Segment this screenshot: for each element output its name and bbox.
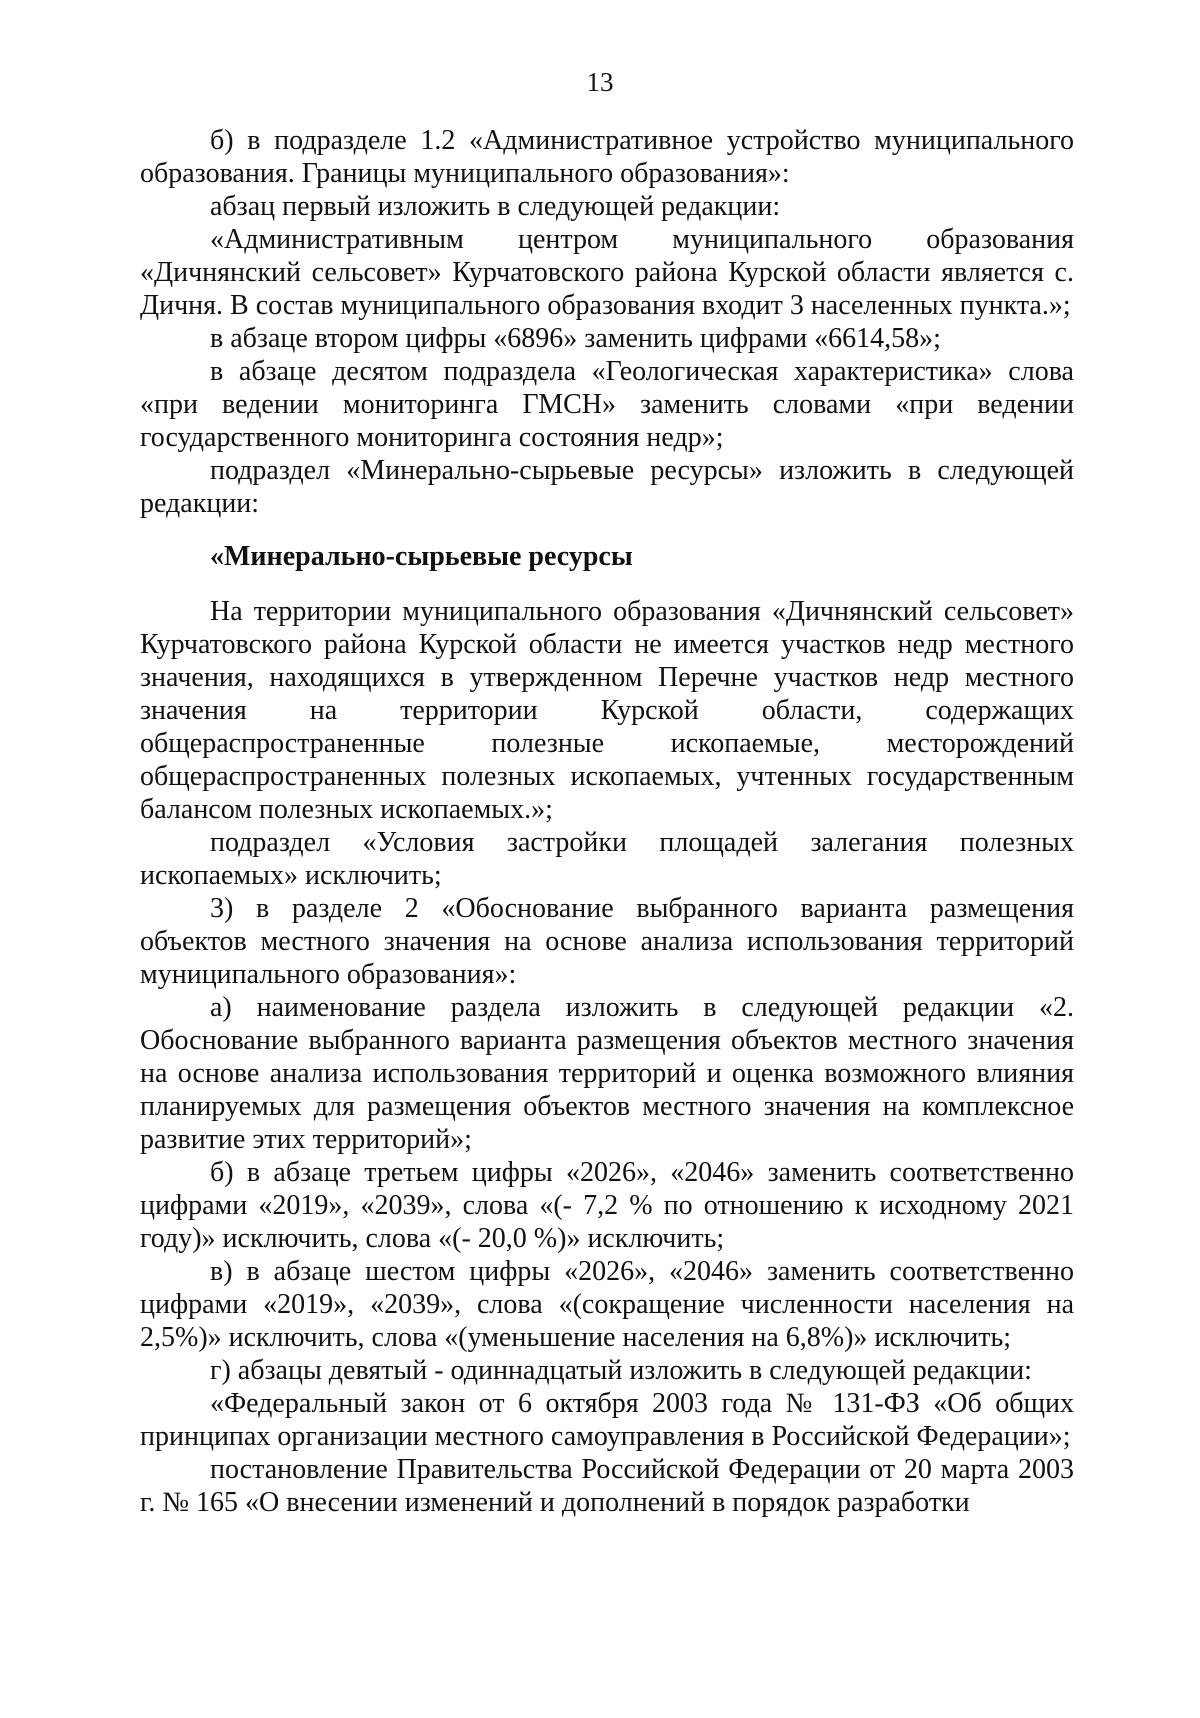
paragraph: На территории муниципального образования «Дичнянский сельсовет» Курчатовского района Курской области не имеется участков недр местного значения, находящихся в утвержденном Перечне участков недр местного значения на территории Курской области, содержащих общераспространенные полезные ископаемые, месторождений общераспространенных полезных ископаемых, учтенных государственным балансом полезных ископаемых.»; (140, 596, 1074, 825)
paragraph: в абзаце втором цифры «6896» заменить цифрами «6614,58»; (210, 323, 941, 354)
page-number: 13 (586, 67, 614, 97)
paragraph: а) наименование раздела изложить в следующей редакции «2. Обоснование выбранного варианта размещения объектов местного значения на основе анализа использования территорий и оценка возможного влияния планируемых для размещения объектов местного значения на комплексное развитие этих территорий»; (140, 992, 1074, 1155)
paragraph: 3) в разделе 2 «Обоснование выбранного варианта размещения объектов местного значения на основе анализа использования территорий муниципального образования»: (140, 893, 1074, 990)
paragraph: «Федеральный закон от 6 октября 2003 года № 131-ФЗ «Об общих принципах организации местного самоуправления в Российской Федерации»; (140, 1388, 1074, 1452)
paragraph: б) в подразделе 1.2 «Административное устройство муниципального образования. Границы муниципального образования»: (140, 125, 1074, 189)
section-heading: «Минерально-сырьевые ресурсы (210, 541, 633, 572)
paragraph: г) абзацы девятый - одиннадцатый изложить в следующей редакции: (210, 1355, 1032, 1386)
paragraph: в) в абзаце шестом цифры «2026», «2046» заменить соответственно цифрами «2019», «2039», слова «(сокращение численности населения на 2,5%)» исключить, слова «(уменьшение населения на 6,8%)» исключить; (140, 1256, 1074, 1353)
document-body (140, 124, 1074, 1519)
paragraph: в абзаце десятом подраздела «Геологическая характеристика» слова «при ведении мониторинга ГМСН» заменить словами «при ведении государственного мониторинга состояния недр»; (140, 356, 1074, 453)
paragraph: б) в абзаце третьем цифры «2026», «2046» заменить соответственно цифрами «2019», «2039», слова «(- 7,2 % по отношению к исходному 2021 году)» исключить, слова «(- 20,0 %)» исключить; (140, 1157, 1074, 1254)
paragraph: абзац первый изложить в следующей редакции: (210, 191, 781, 222)
paragraph: постановление Правительства Российской Федерации от 20 марта 2003 г. № 165 «О внесении изменений и дополнений в порядок разработки (140, 1454, 1074, 1518)
paragraph: подраздел «Условия застройки площадей залегания полезных ископаемых» исключить; (140, 827, 1074, 891)
paragraph: «Административным центром муниципального образования «Дичнянский сельсовет» Курчатовского района Курской области является с. Дичня. В состав муниципального образования входит 3 населенных пункта.»; (140, 224, 1074, 321)
paragraph: подраздел «Минерально-сырьевые ресурсы» изложить в следующей редакции: (140, 455, 1074, 519)
